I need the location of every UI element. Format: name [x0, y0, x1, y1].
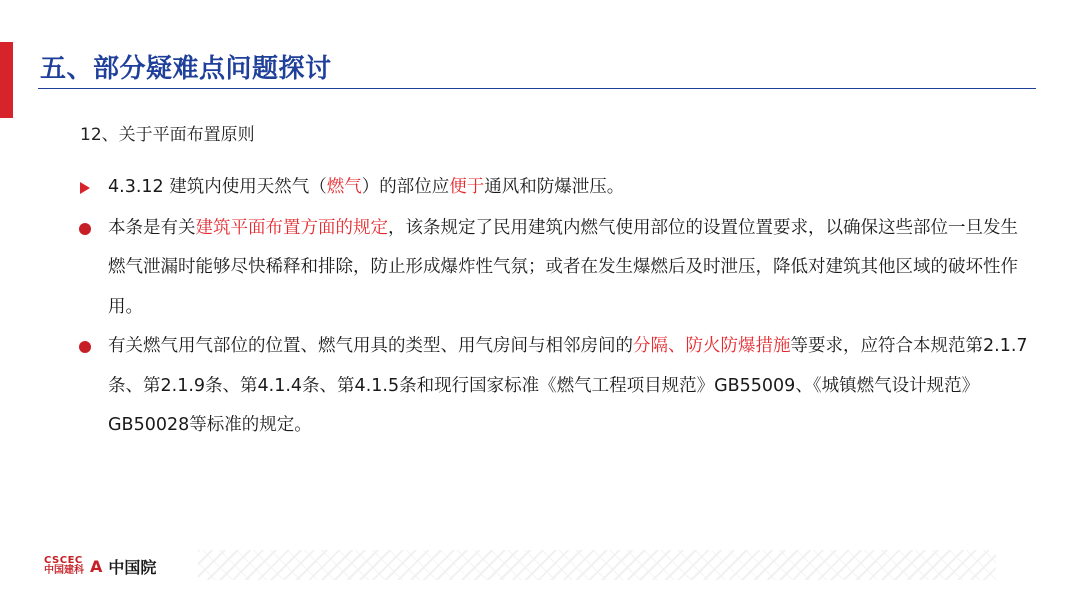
highlight-text: 便于 [449, 177, 485, 197]
text-segment: 有关燃气用气部位的位置、燃气用具的类型、用气房间与相邻房间的 [108, 336, 633, 356]
cstc-logo [44, 556, 84, 576]
title-divider [38, 88, 1036, 89]
logo-mark-icon: A [90, 556, 103, 576]
text-segment: ，该条规定了民用建筑内燃气使用部位的设置位置要求，以确保这些部位一旦发生燃气泄漏时能够尽快稀释和排除，防止形成爆炸性气氛；或者在发生爆燃后及时泄压，降低对建筑其他区域的破坏性作用。 [108, 217, 1018, 317]
page-title: 五、部分疑难点问题探讨 [40, 54, 332, 84]
text-segment: 4.3.12 建筑内使用天然气（ [108, 177, 327, 197]
list-item [78, 327, 1028, 446]
logo-text-cn: 中国建科 [44, 565, 84, 576]
item-text [108, 218, 1018, 317]
highlight-text: 分隔、防火防爆措施 [633, 336, 791, 356]
accent-bar [0, 42, 13, 118]
text-segment: 等要求，应符合本规范第2.1.7条、第2.1.9条、第4.1.4条、第4.1.5条和现行国家标准《燃气工程项目规范》GB55009、《城镇燃气设计规范》GB50028等标准的规定。 [108, 336, 1028, 435]
highlight-text: 建筑平面布置方面的规定 [195, 217, 388, 238]
logo-text-latin: CSCEC [44, 555, 83, 566]
text-segment: 通风和防爆泄压。 [484, 177, 625, 197]
logo-name: 中国院 [108, 557, 157, 577]
bullet-dot-icon [78, 327, 98, 366]
footer-logo [44, 556, 156, 576]
text-segment: ）的部位应 [361, 177, 450, 197]
highlight-text: 燃气 [326, 177, 362, 197]
bullet-dot-icon [78, 209, 98, 248]
content-list [78, 168, 1028, 446]
list-item [78, 168, 1028, 208]
arrow-right-icon [78, 168, 98, 207]
list-item [78, 209, 1028, 328]
section-subheading: 12、关于平面布置原则 [80, 125, 255, 145]
item-text [108, 336, 1028, 435]
footer-decorative-pattern [198, 550, 996, 580]
text-segment: 本条是有关 [108, 217, 196, 238]
item-text [108, 177, 624, 197]
